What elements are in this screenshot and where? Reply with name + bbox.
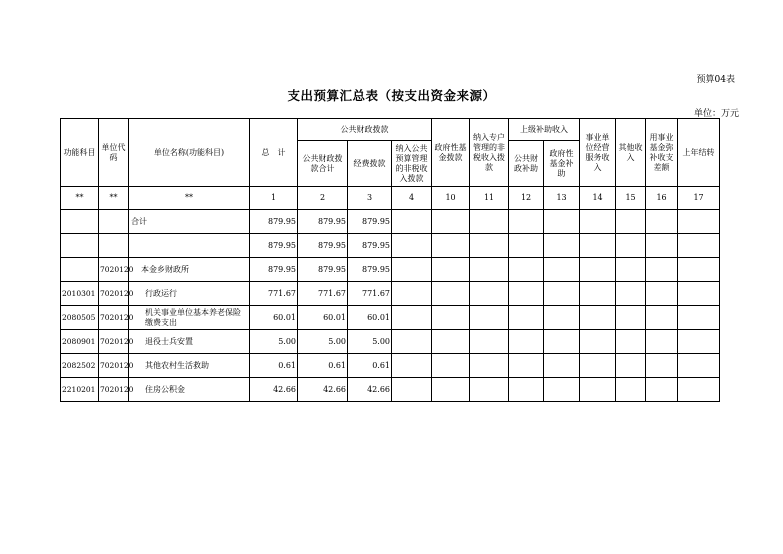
empty-cell xyxy=(544,234,580,258)
header-unit-code: 单位代码 xyxy=(99,119,129,187)
empty-cell xyxy=(432,306,470,330)
empty-cell xyxy=(678,210,720,234)
index-cell: ** xyxy=(129,187,250,210)
unit-code-cell: 7020120 xyxy=(99,258,129,282)
table-row xyxy=(61,258,720,282)
empty-cell xyxy=(392,306,432,330)
index-cell: 15 xyxy=(616,187,646,210)
unit-code-cell xyxy=(99,210,129,234)
public-fiscal-total-cell: 0.61 xyxy=(298,354,348,378)
empty-cell xyxy=(392,330,432,354)
empty-cell xyxy=(544,306,580,330)
unit-label: 单位：万元 xyxy=(693,109,739,119)
total-cell: 0.61 xyxy=(250,354,298,378)
index-row xyxy=(61,187,720,210)
empty-cell xyxy=(616,330,646,354)
unit-name-cell: 合计 xyxy=(129,210,250,234)
empty-cell xyxy=(678,306,720,330)
empty-cell xyxy=(646,234,678,258)
func-code-cell: 2080901 xyxy=(61,330,99,354)
index-cell: 4 xyxy=(392,187,432,210)
empty-cell xyxy=(392,234,432,258)
page-title: 支出预算汇总表（按支出资金来源） xyxy=(287,88,496,103)
empty-cell xyxy=(580,354,616,378)
empty-cell xyxy=(470,330,509,354)
funding-cell: 879.95 xyxy=(348,258,392,282)
unit-code-cell: 7020120 xyxy=(99,354,129,378)
empty-cell xyxy=(392,378,432,402)
empty-cell xyxy=(509,306,544,330)
total-cell: 879.95 xyxy=(250,210,298,234)
public-fiscal-total-cell: 879.95 xyxy=(298,258,348,282)
empty-cell xyxy=(470,234,509,258)
empty-cell xyxy=(544,378,580,402)
empty-cell xyxy=(616,354,646,378)
empty-cell xyxy=(646,258,678,282)
empty-cell xyxy=(616,378,646,402)
funding-cell: 771.67 xyxy=(348,282,392,306)
index-cell: 2 xyxy=(298,187,348,210)
empty-cell xyxy=(509,282,544,306)
table-row xyxy=(61,234,720,258)
index-cell: 10 xyxy=(432,187,470,210)
public-fiscal-total-cell: 5.00 xyxy=(298,330,348,354)
document-code: 预算04表 xyxy=(696,75,735,85)
header-gov-fund: 政府性基金拨款 xyxy=(432,119,470,187)
empty-cell xyxy=(392,258,432,282)
empty-cell xyxy=(432,234,470,258)
header-public-fiscal-total: 公共财政拨款合计 xyxy=(298,141,348,187)
empty-cell xyxy=(509,258,544,282)
empty-cell xyxy=(432,282,470,306)
table-row xyxy=(61,282,720,306)
empty-cell xyxy=(470,378,509,402)
total-cell: 771.67 xyxy=(250,282,298,306)
empty-cell xyxy=(616,282,646,306)
empty-cell xyxy=(580,306,616,330)
index-cell: 17 xyxy=(678,187,720,210)
empty-cell xyxy=(544,210,580,234)
unit-name-cell: 机关事业单位基本养老保险缴费支出 xyxy=(129,306,250,330)
table-row xyxy=(61,210,720,234)
table-row xyxy=(61,330,720,354)
table-row xyxy=(61,354,720,378)
empty-cell xyxy=(470,210,509,234)
empty-cell xyxy=(544,354,580,378)
header-special-non-tax: 纳入专户管理的非税收入拨款 xyxy=(470,119,509,187)
empty-cell xyxy=(509,210,544,234)
empty-cell xyxy=(580,330,616,354)
empty-cell xyxy=(580,258,616,282)
total-cell: 60.01 xyxy=(250,306,298,330)
index-cell: 3 xyxy=(348,187,392,210)
empty-cell xyxy=(678,282,720,306)
empty-cell xyxy=(678,330,720,354)
empty-cell xyxy=(580,378,616,402)
empty-cell xyxy=(678,354,720,378)
header-public-fiscal: 公共财政拨款 xyxy=(298,119,432,141)
header-funding: 经费拨款 xyxy=(348,141,392,187)
index-cell: 11 xyxy=(470,187,509,210)
public-fiscal-total-cell: 879.95 xyxy=(298,210,348,234)
empty-cell xyxy=(580,210,616,234)
index-cell: 1 xyxy=(250,187,298,210)
empty-cell xyxy=(544,282,580,306)
func-code-cell xyxy=(61,210,99,234)
header-business-income: 事业单位经营服务收入 xyxy=(580,119,616,187)
budget-table xyxy=(60,118,720,402)
empty-cell xyxy=(616,306,646,330)
func-code-cell: 2082502 xyxy=(61,354,99,378)
index-cell: 13 xyxy=(544,187,580,210)
total-cell: 879.95 xyxy=(250,234,298,258)
empty-cell xyxy=(646,354,678,378)
func-code-cell xyxy=(61,234,99,258)
empty-cell xyxy=(678,378,720,402)
empty-cell xyxy=(646,210,678,234)
header-superior-subsidy: 上级补助收入 xyxy=(509,119,580,141)
unit-name-cell: 其他农村生活救助 xyxy=(129,354,250,378)
unit-code-cell xyxy=(99,234,129,258)
header-supplement-fund: 用事业基金弥补收支差额 xyxy=(646,119,678,187)
empty-cell xyxy=(646,378,678,402)
empty-cell xyxy=(392,282,432,306)
func-code-cell xyxy=(61,258,99,282)
header-other-income: 其他收入 xyxy=(616,119,646,187)
empty-cell xyxy=(678,234,720,258)
empty-cell xyxy=(580,234,616,258)
total-cell: 42.66 xyxy=(250,378,298,402)
header-superior-public: 公共财政补助 xyxy=(509,141,544,187)
index-cell: ** xyxy=(61,187,99,210)
unit-name-cell xyxy=(129,234,250,258)
header-func-code: 功能科目 xyxy=(61,119,99,187)
empty-cell xyxy=(432,210,470,234)
table-row xyxy=(61,306,720,330)
public-fiscal-total-cell: 879.95 xyxy=(298,234,348,258)
empty-cell xyxy=(544,258,580,282)
empty-cell xyxy=(432,354,470,378)
empty-cell xyxy=(544,330,580,354)
unit-name-cell: 退役士兵安置 xyxy=(129,330,250,354)
empty-cell xyxy=(392,354,432,378)
empty-cell xyxy=(432,330,470,354)
public-fiscal-total-cell: 42.66 xyxy=(298,378,348,402)
unit-code-cell: 7020120 xyxy=(99,378,129,402)
funding-cell: 879.95 xyxy=(348,234,392,258)
total-cell: 5.00 xyxy=(250,330,298,354)
index-cell: 12 xyxy=(509,187,544,210)
unit-name-cell: 住房公积金 xyxy=(129,378,250,402)
func-code-cell: 2210201 xyxy=(61,378,99,402)
empty-cell xyxy=(509,354,544,378)
func-code-cell: 2010301 xyxy=(61,282,99,306)
empty-cell xyxy=(678,258,720,282)
empty-cell xyxy=(580,282,616,306)
empty-cell xyxy=(509,234,544,258)
funding-cell: 42.66 xyxy=(348,378,392,402)
func-code-cell: 2080505 xyxy=(61,306,99,330)
total-cell: 879.95 xyxy=(250,258,298,282)
empty-cell xyxy=(646,282,678,306)
unit-code-cell: 7020120 xyxy=(99,282,129,306)
unit-code-cell: 7020120 xyxy=(99,330,129,354)
funding-cell: 879.95 xyxy=(348,210,392,234)
unit-name-cell: 行政运行 xyxy=(129,282,250,306)
empty-cell xyxy=(470,306,509,330)
header-superior-gov: 政府性基金补助 xyxy=(544,141,580,187)
unit-code-cell: 7020120 xyxy=(99,306,129,330)
table-row xyxy=(61,378,720,402)
empty-cell xyxy=(646,330,678,354)
empty-cell xyxy=(392,210,432,234)
empty-cell xyxy=(432,258,470,282)
index-cell: ** xyxy=(99,187,129,210)
empty-cell xyxy=(616,234,646,258)
header-carryover: 上年结转 xyxy=(678,119,720,187)
funding-cell: 0.61 xyxy=(348,354,392,378)
empty-cell xyxy=(470,354,509,378)
empty-cell xyxy=(616,210,646,234)
header-non-tax: 纳入公共预算管理的非税收入拨款 xyxy=(392,141,432,187)
unit-name-cell: 本金乡财政所 xyxy=(129,258,250,282)
empty-cell xyxy=(470,282,509,306)
funding-cell: 60.01 xyxy=(348,306,392,330)
empty-cell xyxy=(509,330,544,354)
empty-cell xyxy=(470,258,509,282)
empty-cell xyxy=(509,378,544,402)
header-total: 总 计 xyxy=(250,119,298,187)
index-cell: 14 xyxy=(580,187,616,210)
empty-cell xyxy=(432,378,470,402)
funding-cell: 5.00 xyxy=(348,330,392,354)
header-unit-name: 单位名称(功能科目) xyxy=(129,119,250,187)
index-cell: 16 xyxy=(646,187,678,210)
empty-cell xyxy=(616,258,646,282)
empty-cell xyxy=(646,306,678,330)
public-fiscal-total-cell: 771.67 xyxy=(298,282,348,306)
public-fiscal-total-cell: 60.01 xyxy=(298,306,348,330)
